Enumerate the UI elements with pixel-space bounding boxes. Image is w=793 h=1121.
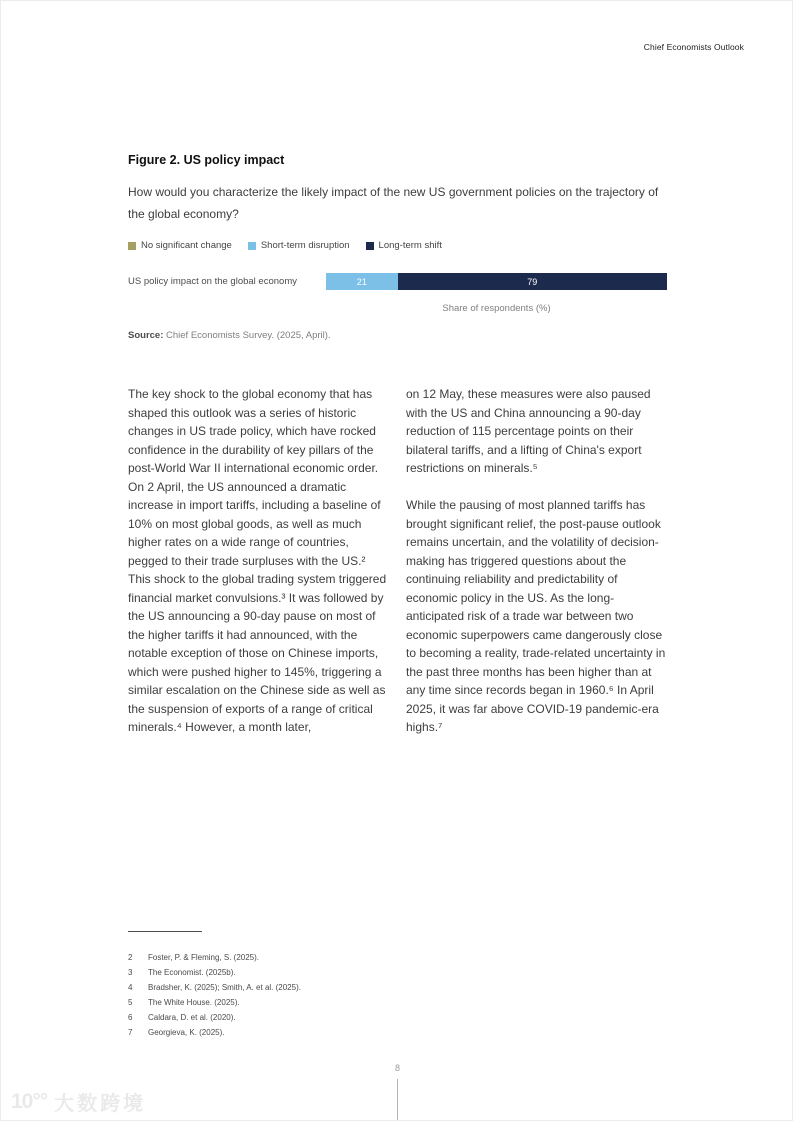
x-axis-label: Share of respondents (%) (442, 303, 551, 314)
footnote-number: 4 (128, 983, 133, 992)
legend-item-short-term-disruption (248, 240, 350, 251)
footnote-list (128, 950, 301, 1040)
footnote-row (128, 1025, 301, 1040)
footnote-text: Georgieva, K. (2025). (148, 1028, 225, 1037)
footnote-row (128, 965, 301, 980)
footnote-row (128, 1010, 301, 1025)
footnote-text: The White House. (2025). (148, 998, 240, 1007)
stacked-bar-row (128, 273, 667, 290)
footnote-divider (128, 931, 202, 932)
watermark-text: 大数跨境 (54, 1093, 147, 1115)
source-line (128, 330, 331, 341)
bar-segment-short-term-disruption (326, 273, 398, 290)
footnote-text: The Economist. (2025b). (148, 968, 236, 977)
running-header: Chief Economists Outlook (643, 42, 744, 52)
bar-value-label: 21 (356, 276, 367, 287)
footnote-number: 7 (128, 1028, 133, 1037)
footnote-number: 2 (128, 953, 133, 962)
bar-category-label: US policy impact on the global economy (128, 276, 297, 287)
legend-swatch-navy (366, 242, 374, 250)
legend-label: No significant change (141, 240, 232, 251)
figure-question: How would you characterize the likely impact of the new US government policies on the trajectory of the global economy? (128, 185, 659, 221)
legend-swatch-olive (128, 242, 136, 250)
stacked-bar (326, 273, 667, 290)
bar-segment-long-term-shift (398, 273, 667, 290)
footnote-text: Bradsher, K. (2025); Smith, A. et al. (2025). (148, 983, 301, 992)
bar-value-label: 79 (527, 276, 538, 287)
paragraph: The key shock to the global economy that has shaped this outlook was a series of historic changes in US trade policy, which have rocked confidence in the durability of key pillars of the post-World War II international economic order. On 2 April, the US announced a dramatic increase in import tariffs, including a baseline of 10% on most global goods, as well as much higher rates on a wide range of countries, pegged to their trade surpluses with the US.² This shock to the global trading system triggered financial market convulsions.³ It was followed by the US announcing a 90-day pause on most of the higher tariffs it had announced, with the notable exception of those on Chinese imports, which were pushed higher to 145%, triggering a similar escalation on the Chinese side as well as the suspension of exports of a range of critical minerals.⁴ However, a month later, (128, 387, 387, 734)
footnote-number: 5 (128, 998, 133, 1007)
watermark (11, 1087, 146, 1116)
footnote-row (128, 995, 301, 1010)
footnote-row (128, 950, 301, 965)
source-label: Source: (128, 330, 164, 341)
paragraph: While the pausing of most planned tariffs has brought significant relief, the post-pause outlook remains uncertain, and the volatility of decision-making has triggered questions about the continuing reliability and predictability of economic policy in the US. As the long-anticipated risk of a trade war between two economic superpowers came dangerously close to becoming a reality, trade-related uncertainty in the past three months has been higher than at any time since records began in 1960.⁶ In April 2025, it was far above COVID-19 pandemic-era highs.⁷ (406, 498, 666, 734)
figure-title: Figure 2. US policy impact (128, 153, 285, 167)
legend-label: Long-term shift (378, 240, 442, 251)
footer-rule (397, 1079, 398, 1121)
footnote-number: 6 (128, 1013, 133, 1022)
footnote-row (128, 980, 301, 995)
footnote-text: Caldara, D. et al. (2020). (148, 1013, 236, 1022)
legend-item-no-significant-change (128, 240, 232, 251)
legend-label: Short-term disruption (260, 240, 350, 251)
page-number: 8 (394, 1063, 400, 1073)
legend-item-long-term-shift (366, 240, 442, 251)
source-text: Chief Economists Survey. (2025, April). (163, 330, 331, 341)
paragraph: on 12 May, these measures were also paused with the US and China announcing a 90-day reduction of 115 percentage points on their bilateral tariffs, and a lifting of China's export restrictions on minerals.⁵ (406, 387, 651, 475)
watermark-logo: 10°° (11, 1089, 48, 1113)
footnote-text: Foster, P. & Fleming, S. (2025). (148, 953, 260, 962)
footnote-number: 3 (128, 968, 133, 977)
legend-swatch-lightblue (248, 242, 256, 250)
body-column-right (406, 385, 672, 737)
body-column-left (128, 385, 390, 737)
chart-legend (128, 240, 442, 251)
